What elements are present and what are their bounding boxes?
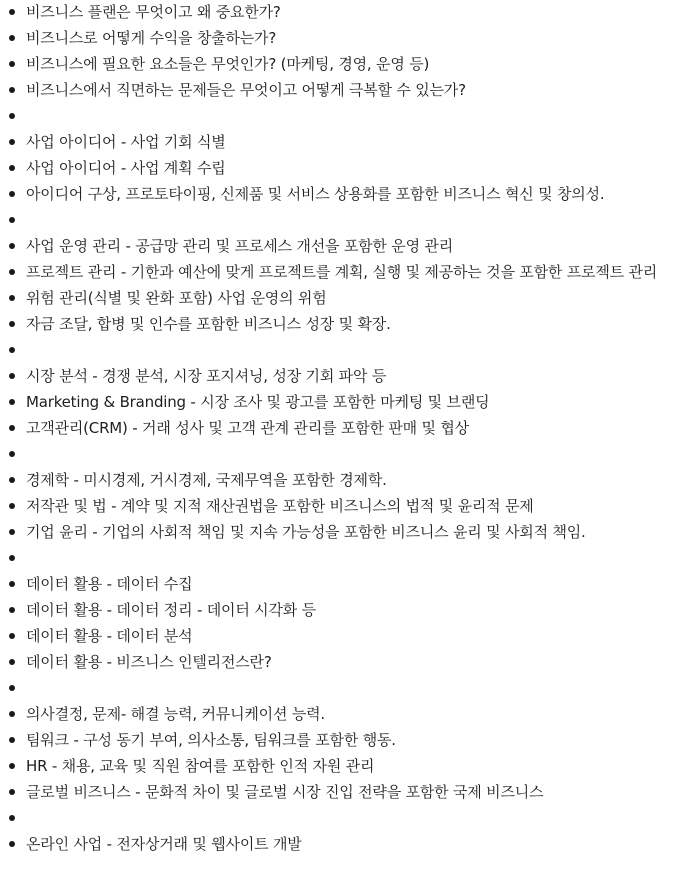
list-item <box>8 753 668 779</box>
list-item-empty <box>8 207 668 233</box>
bullet-icon <box>8 727 26 753</box>
list-item <box>8 571 668 597</box>
list-item <box>8 389 668 415</box>
list-item <box>8 623 668 649</box>
list-item <box>8 779 668 805</box>
bullet-icon <box>8 415 26 441</box>
list-item-text: Marketing & Branding - 시장 조사 및 광고를 포함한 마케팅 및 브랜딩 <box>26 393 490 411</box>
list-item-text: 온라인 사업 - 전자상거래 및 웹사이트 개발 <box>26 835 302 853</box>
bullet-icon <box>8 259 26 285</box>
list-item-empty <box>8 441 668 467</box>
list-item-empty <box>8 103 668 129</box>
bullet-icon <box>8 0 26 25</box>
list-item-text: 시장 분석 - 경쟁 분석, 시장 포지셔닝, 성장 기회 파악 등 <box>26 367 387 385</box>
list-item <box>8 285 668 311</box>
bullet-icon <box>8 545 26 571</box>
bullet-icon <box>8 441 26 467</box>
list-item-text: HR - 채용, 교육 및 직원 참여를 포함한 인적 자원 관리 <box>26 757 375 775</box>
bullet-icon <box>8 831 26 857</box>
list-item <box>8 649 668 675</box>
list-item-text: 기업 윤리 - 기업의 사회적 책임 및 지속 가능성을 포함한 비즈니스 윤리 및 사회적 책임. <box>26 523 586 541</box>
bullet-icon <box>8 753 26 779</box>
list-item <box>8 25 668 51</box>
bullet-icon <box>8 363 26 389</box>
list-item-text: 아이디어 구상, 프로토타이핑, 신제품 및 서비스 상용화를 포함한 비즈니스 혁신 및 창의성. <box>26 185 605 203</box>
list-item <box>8 311 668 337</box>
list-item <box>8 519 668 545</box>
list-item <box>8 727 668 753</box>
list-item-text: 사업 운영 관리 - 공급망 관리 및 프로세스 개선을 포함한 운영 관리 <box>26 237 454 255</box>
bullet-icon <box>8 233 26 259</box>
list-item-text: 프로젝트 관리 - 기한과 예산에 맞게 프로젝트를 계획, 실행 및 제공하는 것을 포함한 프로젝트 관리 <box>26 263 658 281</box>
bullet-icon <box>8 701 26 727</box>
list-item <box>8 597 668 623</box>
list-item-text: 데이터 활용 - 비즈니스 인텔리전스란? <box>26 653 272 671</box>
list-item-text: 글로벌 비즈니스 - 문화적 차이 및 글로벌 시장 진입 전략을 포함한 국제 비즈니스 <box>26 783 544 801</box>
bullet-icon <box>8 519 26 545</box>
list-item <box>8 51 668 77</box>
bullet-icon <box>8 597 26 623</box>
bullet-icon <box>8 103 26 129</box>
bullet-icon <box>8 493 26 519</box>
list-item <box>8 467 668 493</box>
list-item-text: 사업 아이디어 - 사업 계획 수립 <box>26 159 226 177</box>
bullet-icon <box>8 649 26 675</box>
bullet-icon <box>8 311 26 337</box>
list-item <box>8 493 668 519</box>
list-item-text: 비즈니스로 어떻게 수익을 창출하는가? <box>26 29 277 47</box>
list-item-empty <box>8 337 668 363</box>
list-item-text: 사업 아이디어 - 사업 기회 식별 <box>26 133 226 151</box>
bullet-icon <box>8 25 26 51</box>
bullet-icon <box>8 467 26 493</box>
bullet-icon <box>8 623 26 649</box>
list-item-text: 비즈니스 플랜은 무엇이고 왜 중요한가? <box>26 3 281 21</box>
list-item <box>8 701 668 727</box>
list-item-text: 위험 관리(식별 및 완화 포함) 사업 운영의 위험 <box>26 289 327 307</box>
list-item <box>8 181 668 207</box>
list-item-text: 경제학 - 미시경제, 거시경제, 국제무역을 포함한 경제학. <box>26 471 387 489</box>
list-item-text: 의사결정, 문제- 해결 능력, 커뮤니케이션 능력. <box>26 705 325 723</box>
bullet-icon <box>8 129 26 155</box>
list-item <box>8 363 668 389</box>
bullet-icon <box>8 77 26 103</box>
list-item <box>8 155 668 181</box>
bullet-icon <box>8 155 26 181</box>
list-item-text: 데이터 활용 - 데이터 수집 <box>26 575 193 593</box>
list-item <box>8 259 668 285</box>
bullet-icon <box>8 207 26 233</box>
list-item-text: 비즈니스에서 직면하는 문제들은 무엇이고 어떻게 극복할 수 있는가? <box>26 81 466 99</box>
list-item <box>8 415 668 441</box>
bullet-icon <box>8 51 26 77</box>
list-item-text: 데이터 활용 - 데이터 분석 <box>26 627 193 645</box>
list-item-text: 저작관 및 법 - 계약 및 지적 재산권법을 포함한 비즈니스의 법적 및 윤리적 문제 <box>26 497 534 515</box>
list-item <box>8 233 668 259</box>
bullet-icon <box>8 337 26 363</box>
list-item-empty <box>8 545 668 571</box>
bullet-icon <box>8 675 26 701</box>
bullet-icon <box>8 779 26 805</box>
list-item <box>8 77 668 103</box>
bullet-icon <box>8 285 26 311</box>
list-item-empty <box>8 805 668 831</box>
list-item <box>8 129 668 155</box>
list-item-text: 비즈니스에 필요한 요소들은 무엇인가? (마케팅, 경영, 운영 등) <box>26 55 430 73</box>
list-item-text: 자금 조달, 합병 및 인수를 포함한 비즈니스 성장 및 확장. <box>26 315 391 333</box>
list-item-text: 팀워크 - 구성 동기 부여, 의사소통, 팀워크를 포함한 행동. <box>26 731 396 749</box>
bullet-icon <box>8 389 26 415</box>
list-item-text: 데이터 활용 - 데이터 정리 - 데이터 시각화 등 <box>26 601 316 619</box>
list-item <box>8 831 668 857</box>
list-item-text: 고객관리(CRM) - 거래 성사 및 고객 관계 관리를 포함한 판매 및 협상 <box>26 419 469 437</box>
bullet-icon <box>8 805 26 831</box>
list-item <box>8 0 668 25</box>
list-item-empty <box>8 675 668 701</box>
bullet-icon <box>8 181 26 207</box>
bullet-icon <box>8 571 26 597</box>
